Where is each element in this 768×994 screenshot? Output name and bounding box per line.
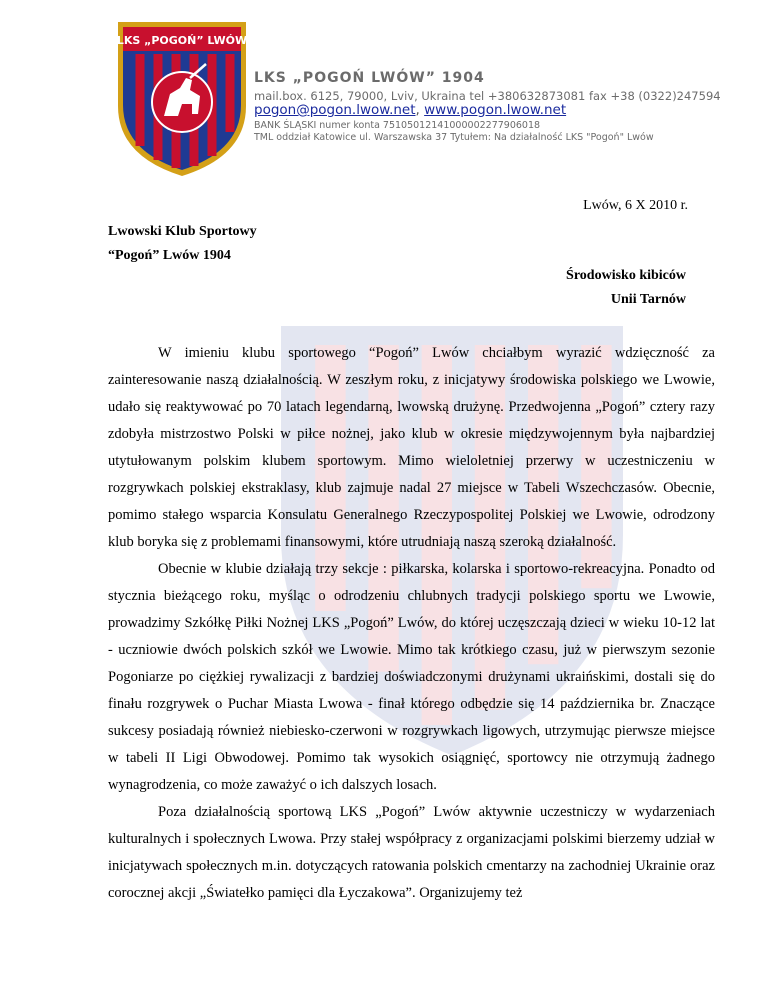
sender-name: Lwowski Klub Sportowy bbox=[108, 224, 257, 239]
paragraph-2: Obecnie w klubie działają trzy sekcje : piłkarska, kolarska i sportowo-rekreacyjna. Ponadto od stycznia bieżącego roku, myśląc o odrodzeniu chlubnych tradycji polskiego sportu we Lwowie, prowadzimy Szkółkę Piłki Nożnej LKS „Pogoń” Lwów, do której uczęszczają dzieci w wieku 10-12 lat - uczniowie dwóch polskich szkół we Lwowie. Mimo tak krótkiego czasu, już w pierwszym sezonie Pogoniarze po ciężkiej rywalizacji z bardziej doświadczonymi drużynami ukraińskimi, dostali się do finału rozgrywek o Puchar Miasta Lwowa - finał którego odbędzie się 14 października br. Znaczące sukcesy posiadają również niebiesko-czerwoni w rozgrywkach ligowych, utrzymując pierwsze miejsce w tabeli II Ligi Obwodowej. Pomimo tak wysokich osiągnięć, sportowcy nie otrzymują żadnego wynagrodzenia, co może zaważyć o ich dalszych losach. bbox=[108, 561, 715, 793]
recipient-line-1: Środowisko kibiców bbox=[566, 268, 686, 283]
link-separator: , bbox=[415, 102, 425, 118]
recipient-block bbox=[566, 264, 686, 312]
paragraph-3: Poza działalnością sportową LKS „Pogoń” Lwów aktywnie uczestniczy w wydarzeniach kulturalnych i społecznych Lwowa. Przy stałej współpracy z organizacjami polskimi bierzemy udział w inicjatywach społecznych m.in. dotyczących ratowania polskich cmentarzy na zachodniej Ukrainie oraz corocznej akcji „Światełko pamięci dla Łyczakowa”. Organizujemy też bbox=[108, 804, 715, 901]
crest-badge-text: LKS „POGOŃ” LWÓW bbox=[116, 34, 248, 47]
recipient-line-2: Unii Tarnów bbox=[610, 292, 686, 307]
bank-account-line: BANK ŚLĄSKI numer konta 75105012141000002277906018 bbox=[254, 120, 541, 131]
club-address: mail.box. 6125, 79000, Lviv, Ukraina tel +380632873081 fax +38 (0322)247594 bbox=[254, 89, 721, 103]
transfer-details-line: TML oddział Katowice ul. Warszawska 37 Tytułem: Na działalność LKS "Pogoń" Lwów bbox=[254, 132, 654, 143]
contact-links bbox=[254, 102, 566, 118]
website-link[interactable]: www.pogon.lwow.net bbox=[424, 102, 567, 118]
email-link[interactable]: pogon@pogon.lwow.net bbox=[254, 102, 416, 118]
sender-block bbox=[108, 220, 257, 268]
sender-club: “Pogoń” Lwów 1904 bbox=[108, 248, 231, 263]
letter-body bbox=[108, 340, 715, 907]
club-letterhead-title: LKS „POGOŃ LWÓW” 1904 bbox=[254, 70, 485, 86]
paragraph-1: W imieniu klubu sportowego “Pogoń” Lwów chciałbym wyrazić wdzięczność za zainteresowanie naszą działalnością. W zeszłym roku, z inicjatywy środowiska polskiego we Lwowie, udało się reaktywować po 70 latach legendarną, lwowską drużynę. Przedwojenna „Pogoń” cztery razy zdobyła mistrzostwo Polski w piłce nożnej, jako klub w okresie międzywojennym była najbardziej utytułowanym polskim klubem sportowym. Mimo wieloletniej przerwy w uczestniczeniu w rozgrywkach polskiej ekstraklasy, klub zajmuje nadal 27 miejsce w Tabeli Wszechczasów. Obecnie, pomimo stałego wsparcia Konsulatu Generalnego Rzeczypospolitej Polskiej we Lwowie, odrodzony klub boryka się z problemami finansowymi, które utrudniają naszą szeroką działalność. bbox=[108, 345, 715, 550]
letter-date: Lwów, 6 X 2010 r. bbox=[583, 198, 688, 213]
club-crest-logo bbox=[112, 18, 252, 178]
